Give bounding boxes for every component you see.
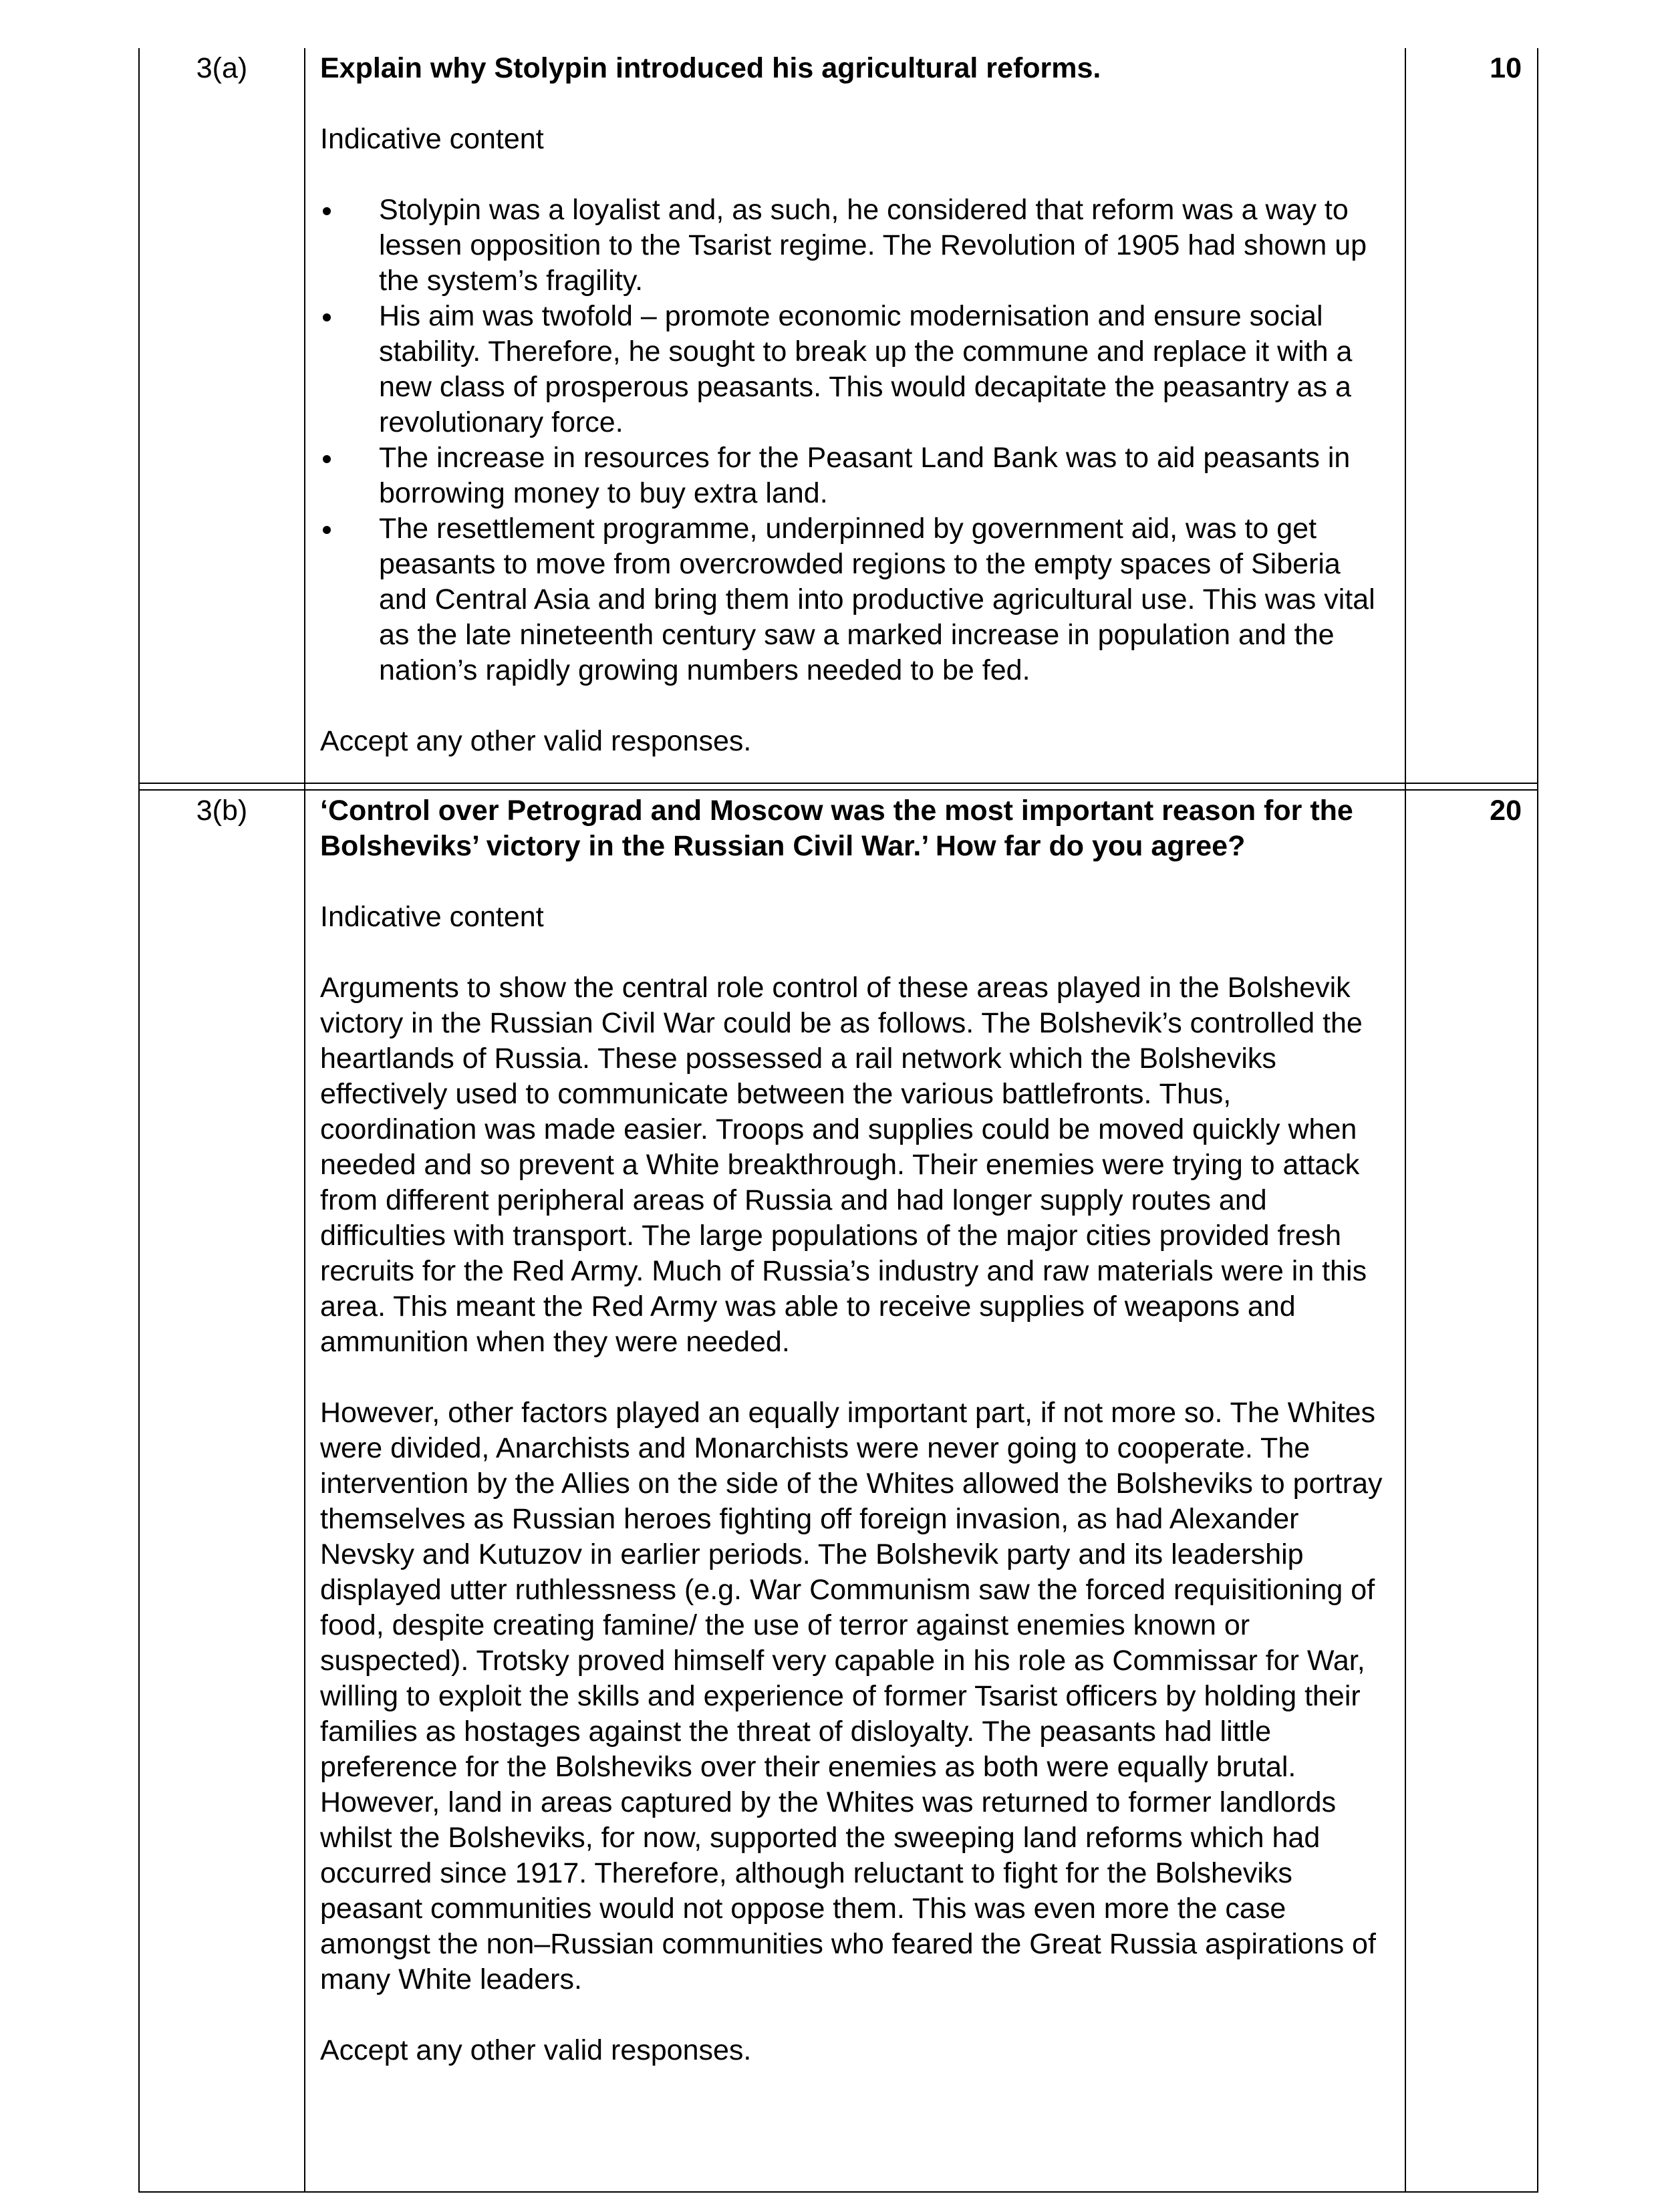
row-separator: [140, 783, 1537, 791]
bullet-icon: [323, 207, 331, 215]
indicative-content-heading: Indicative content: [320, 901, 544, 933]
separator-divider: [304, 784, 305, 789]
mark-scheme-table: [138, 48, 1538, 2193]
marks-cell: [1406, 48, 1537, 783]
bullet-icon: [323, 526, 331, 534]
answer-cell: [305, 791, 1406, 2191]
indicative-content-heading: Indicative content: [320, 123, 544, 155]
marks-value: 10: [1490, 52, 1522, 84]
question-row-3a: [140, 48, 1537, 783]
bullet-icon: [323, 313, 331, 321]
counter-argument-paragraph: However, other factors played an equally important part, if not more so. The Whites were divided, Anarchists and Monarchists were never going to cooperate. The intervention by the Allies on the side of the Whites allowed the Bolsheviks to portray themselves as Russian heroes fighting off foreign invasion, as had Alexander Nevsky and Kutuzov in earlier periods. The Bolshevik party and its leadership displayed utter ruthlessness (e.g. War Communism saw the forced requisitioning of food, despite creating famine/ the use of terror against enemies known or suspected). Trotsky proved himself very capable in his role as Commissar for War, willing to exploit the skills and experience of former Tsarist officers by holding their families as hostages against the threat of disloyalty. The peasants had little preference for the Bolsheviks over their enemies as both were equally brutal. However, land in areas captured by the Whites was returned to former landlords whilst the Bolsheviks, for now, supported the sweeping land reforms which had occurred since 1917. Therefore, although reluctant to fight for the Bolsheviks peasant communities would not oppose them. This was even more the case amongst the non–Russian communities who feared the Great Russia aspirations of many White leaders.: [320, 1397, 1383, 1995]
question-number: 3(b): [196, 795, 248, 827]
marks-cell: [1406, 791, 1537, 2191]
list-item: The resettlement programme, underpinned by government aid, was to get peasants to move from overcrowded regions to the empty spaces of Siberia and Central Asia and bring them into productive agricultural use. This was vital as the late nineteenth century saw a marked increase in population and the nation’s rapidly growing numbers needed to be fed.: [320, 511, 1395, 688]
argument-paragraph: Arguments to show the central role control of these areas played in the Bolshevik victory in the Russian Civil War could be as follows. The Bolshevik’s controlled the heartlands of Russia. These possessed a rail network which the Bolsheviks effectively used to communicate between the various battlefronts. Thus, coordination was made easier. Troops and supplies could be moved quickly when needed and so prevent a White breakthrough. Their enemies were trying to attack from different peripheral areas of Russia and had longer supply routes and difficulties with transport. The large populations of the major cities provided fresh recruits for the Red Army. Much of Russia’s industry and raw materials were in this area. This meant the Red Army was able to receive supplies of weapons and ammunition when they were needed.: [320, 972, 1367, 1358]
question-text: ‘Control over Petrograd and Moscow was the most important reason for the Bolsheviks’ victory in the Russian Civil War.’ How far do you agree?: [320, 795, 1353, 862]
question-number: 3(a): [196, 52, 248, 84]
question-text: Explain why Stolypin introduced his agricultural reforms.: [320, 52, 1101, 84]
closing-note: Accept any other valid responses.: [320, 725, 752, 757]
question-row-3b: [140, 791, 1537, 2193]
list-item: His aim was twofold – promote economic modernisation and ensure social stability. Therefore, he sought to break up the commune and replace it with a new class of prosperous peasants. This would decapitate the peasantry as a revolutionary force.: [320, 299, 1395, 440]
marks-value: 20: [1490, 795, 1522, 827]
question-number-cell: [140, 48, 305, 783]
question-number-cell: [140, 791, 305, 2191]
closing-note: Accept any other valid responses.: [320, 2034, 752, 2066]
separator-divider: [1405, 784, 1406, 789]
indicative-content-list: [320, 192, 1395, 688]
bullet-icon: [323, 455, 331, 463]
list-item: Stolypin was a loyalist and, as such, he considered that reform was a way to lessen opposition to the Tsarist regime. The Revolution of 1905 had shown up the system’s fragility.: [320, 192, 1395, 299]
answer-cell: [305, 48, 1406, 783]
list-item: The increase in resources for the Peasant Land Bank was to aid peasants in borrowing money to buy extra land.: [320, 440, 1395, 511]
